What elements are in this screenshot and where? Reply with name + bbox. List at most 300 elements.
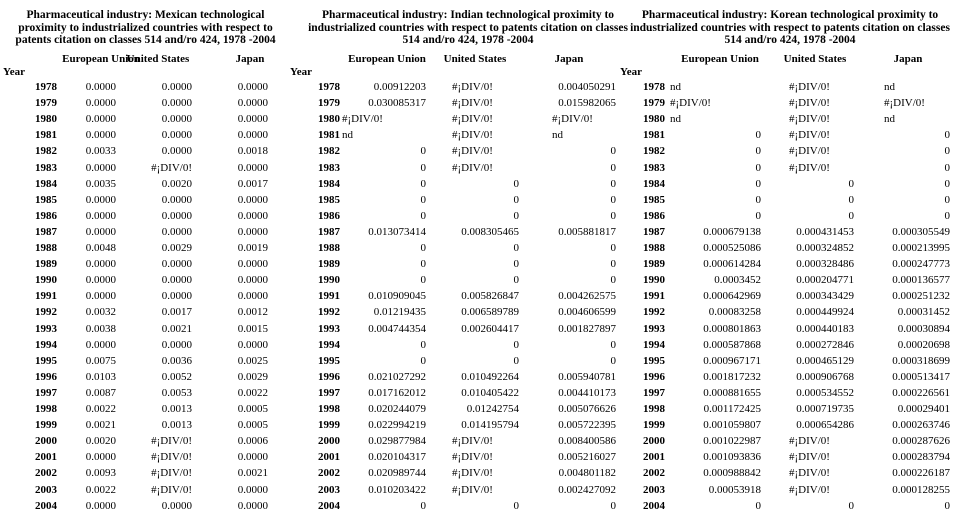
us-value-cell: #¡DIV/0! bbox=[452, 451, 493, 464]
eu-value-cell: 0 bbox=[420, 242, 426, 254]
eu-value-cell: 0.0032 bbox=[85, 306, 116, 319]
us-value-cell: 0.000449924 bbox=[796, 306, 854, 319]
us-value-cell: #¡DIV/0! bbox=[789, 81, 830, 93]
eu-value-cell: 0.0000 bbox=[85, 274, 116, 287]
year-cell: 1991 bbox=[643, 290, 665, 303]
japan-value-cell: nd bbox=[884, 113, 895, 126]
eu-value-cell: 0.0020 bbox=[85, 435, 116, 448]
year-cell: 1986 bbox=[318, 209, 340, 222]
japan-value-cell: 0.0000 bbox=[237, 209, 268, 222]
eu-value-cell: 0.0075 bbox=[85, 354, 116, 367]
japan-value-cell: 0 bbox=[944, 129, 950, 142]
year-cell: 1984 bbox=[643, 177, 665, 190]
eu-value-cell: 0 bbox=[755, 161, 761, 174]
year-cell: 1995 bbox=[318, 354, 340, 367]
india-row-1985 bbox=[288, 192, 623, 208]
us-value-cell: 0.010405422 bbox=[461, 386, 519, 399]
us-value-cell: 0.000328486 bbox=[796, 258, 854, 271]
korea-row-1981 bbox=[618, 127, 958, 143]
japan-value-cell: 0.000213995 bbox=[892, 242, 950, 254]
us-value-cell: #¡DIV/0! bbox=[151, 483, 192, 496]
eu-value-cell: 0.000801863 bbox=[703, 322, 761, 335]
eu-value-cell: 0 bbox=[420, 499, 426, 512]
japan-value-cell: 0 bbox=[610, 499, 616, 512]
us-value-cell: #¡DIV/0! bbox=[789, 435, 830, 448]
japan-value-cell: 0 bbox=[610, 161, 616, 174]
india-row-1984 bbox=[288, 176, 623, 192]
eu-value-cell: 0.001059807 bbox=[703, 419, 761, 432]
us-value-cell: 0.0000 bbox=[161, 209, 192, 222]
year-cell: 1989 bbox=[35, 258, 57, 271]
mexico-row-1993 bbox=[0, 321, 290, 337]
mexico-row-1980 bbox=[0, 111, 290, 127]
year-cell: 1983 bbox=[643, 161, 665, 174]
year-cell: 2001 bbox=[318, 451, 340, 464]
year-cell: 1998 bbox=[318, 403, 340, 415]
japan-value-cell: 0 bbox=[610, 177, 616, 190]
eu-value-cell: 0.0000 bbox=[85, 338, 116, 351]
india-row-1993 bbox=[288, 321, 623, 337]
year-cell: 2004 bbox=[643, 499, 665, 512]
us-value-cell: 0.0021 bbox=[161, 322, 192, 335]
us-value-cell: #¡DIV/0! bbox=[452, 435, 493, 448]
eu-value-cell: 0.0000 bbox=[85, 258, 116, 271]
mexico-row-1988 bbox=[0, 240, 290, 256]
eu-value-cell: 0 bbox=[755, 145, 761, 158]
eu-value-cell: 0.000679138 bbox=[703, 225, 761, 238]
india-row-1991 bbox=[288, 288, 623, 304]
india-row-1989 bbox=[288, 256, 623, 272]
japan-value-cell: 0 bbox=[944, 209, 950, 222]
year-cell: 1987 bbox=[318, 225, 340, 238]
korea-row-1985 bbox=[618, 192, 958, 208]
japan-value-cell: #¡DIV/0! bbox=[884, 97, 925, 110]
japan-value-cell: 0.0000 bbox=[237, 274, 268, 287]
eu-value-cell: 0.0000 bbox=[85, 81, 116, 93]
eu-value-cell: 0.0033 bbox=[85, 145, 116, 158]
us-value-cell: #¡DIV/0! bbox=[789, 129, 830, 142]
year-cell: 1996 bbox=[318, 370, 340, 383]
mexico-row-1990 bbox=[0, 272, 290, 288]
year-cell: 2003 bbox=[35, 483, 57, 496]
eu-value-cell: 0.0022 bbox=[85, 403, 116, 415]
eu-value-cell: nd bbox=[342, 129, 353, 142]
india-row-1986 bbox=[288, 208, 623, 224]
korea-row-1991 bbox=[618, 288, 958, 304]
japan-value-cell: 0.0017 bbox=[237, 177, 268, 190]
japan-value-cell: 0.000247773 bbox=[892, 258, 950, 271]
us-value-cell: #¡DIV/0! bbox=[151, 435, 192, 448]
japan-value-cell: 0.0029 bbox=[237, 370, 268, 383]
japan-value-cell: 0.001827897 bbox=[558, 322, 616, 335]
year-cell: 1991 bbox=[318, 290, 340, 303]
year-cell: 1996 bbox=[35, 370, 57, 383]
eu-value-cell: 0 bbox=[420, 258, 426, 271]
japan-value-cell: 0.0006 bbox=[237, 435, 268, 448]
india-row-1997 bbox=[288, 385, 623, 401]
year-cell: 1993 bbox=[318, 322, 340, 335]
japan-value-cell: 0.0000 bbox=[237, 113, 268, 126]
korea-year-label: Year bbox=[620, 66, 642, 78]
japan-value-cell: 0.015982065 bbox=[558, 97, 616, 110]
japan-value-cell: 0.0019 bbox=[237, 242, 268, 254]
india-row-2001 bbox=[288, 449, 623, 465]
year-cell: 1984 bbox=[318, 177, 340, 190]
eu-value-cell: 0.010203422 bbox=[368, 483, 426, 496]
mexico-row-1987 bbox=[0, 224, 290, 240]
mexico-row-1979 bbox=[0, 95, 290, 111]
us-value-cell: 0.000204771 bbox=[796, 274, 854, 287]
year-cell: 1980 bbox=[35, 113, 57, 126]
mexico-row-1996 bbox=[0, 369, 290, 385]
eu-value-cell: 0.0000 bbox=[85, 499, 116, 512]
japan-value-cell: 0 bbox=[610, 338, 616, 351]
us-value-cell: 0.000534552 bbox=[796, 386, 854, 399]
year-cell: 2002 bbox=[35, 467, 57, 480]
us-value-cell: 0 bbox=[513, 209, 519, 222]
year-cell: 2003 bbox=[318, 483, 340, 496]
year-cell: 1979 bbox=[35, 97, 57, 110]
india-row-1980 bbox=[288, 111, 623, 127]
india-title: Pharmaceutical industry: Indian technological proximity to industrialized countries with respect to patents citation on classes 514 and/ro 424, 1978 -2004 bbox=[308, 9, 628, 47]
year-cell: 1981 bbox=[35, 129, 57, 142]
japan-value-cell: 0.000283794 bbox=[892, 451, 950, 464]
india-row-1999 bbox=[288, 417, 623, 433]
us-value-cell: 0 bbox=[513, 258, 519, 271]
eu-value-cell: 0.00053918 bbox=[708, 483, 761, 496]
year-cell: 1993 bbox=[35, 322, 57, 335]
korea-col-japan: Japan bbox=[893, 53, 923, 65]
eu-value-cell: 0.000587868 bbox=[703, 338, 761, 351]
eu-value-cell: 0.0000 bbox=[85, 209, 116, 222]
japan-value-cell: 0.0000 bbox=[237, 451, 268, 464]
india-row-1987 bbox=[288, 224, 623, 240]
korea-row-1988 bbox=[618, 240, 958, 256]
japan-value-cell: 0.000305549 bbox=[892, 225, 950, 238]
us-value-cell: #¡DIV/0! bbox=[452, 113, 493, 126]
year-cell: 1985 bbox=[318, 193, 340, 206]
mexico-row-2002 bbox=[0, 465, 290, 481]
india-row-1988 bbox=[288, 240, 623, 256]
mexico-row-1982 bbox=[0, 143, 290, 159]
japan-value-cell: 0.000263746 bbox=[892, 419, 950, 432]
mexico-row-1995 bbox=[0, 353, 290, 369]
mexico-row-1997 bbox=[0, 385, 290, 401]
eu-value-cell: 0.001817232 bbox=[703, 370, 761, 383]
eu-value-cell: 0.000642969 bbox=[703, 290, 761, 303]
india-row-1982 bbox=[288, 143, 623, 159]
japan-value-cell: 0 bbox=[610, 145, 616, 158]
eu-value-cell: 0.029877984 bbox=[368, 435, 426, 448]
india-row-1992 bbox=[288, 304, 623, 320]
japan-value-cell: 0.0025 bbox=[237, 354, 268, 367]
india-row-2004 bbox=[288, 498, 623, 514]
japan-value-cell: 0.0000 bbox=[237, 338, 268, 351]
year-cell: 2002 bbox=[318, 467, 340, 480]
mexico-row-2003 bbox=[0, 482, 290, 498]
eu-value-cell: 0.017162012 bbox=[368, 386, 426, 399]
eu-value-cell: 0.0000 bbox=[85, 225, 116, 238]
year-cell: 1999 bbox=[35, 419, 57, 432]
eu-value-cell: 0.013073414 bbox=[368, 225, 426, 238]
korea-row-2001 bbox=[618, 449, 958, 465]
mexico-row-1981 bbox=[0, 127, 290, 143]
us-value-cell: 0 bbox=[513, 499, 519, 512]
us-value-cell: 0.0000 bbox=[161, 81, 192, 93]
japan-value-cell: 0.000251232 bbox=[892, 290, 950, 303]
eu-value-cell: 0.00083258 bbox=[708, 306, 761, 319]
year-cell: 1982 bbox=[35, 145, 57, 158]
japan-value-cell: 0.000226561 bbox=[892, 386, 950, 399]
india-row-1994 bbox=[288, 337, 623, 353]
year-cell: 1994 bbox=[643, 338, 665, 351]
india-row-1998 bbox=[288, 401, 623, 417]
india-row-2003 bbox=[288, 482, 623, 498]
year-cell: 1999 bbox=[318, 419, 340, 432]
japan-value-cell: 0.000513417 bbox=[892, 370, 950, 383]
korea-title: Pharmaceutical industry: Korean technological proximity to industrialized countries with respect to patents citation on classes 514 and/ro 424, 1978 -2004 bbox=[630, 9, 950, 47]
japan-value-cell: 0.0012 bbox=[237, 306, 268, 319]
eu-value-cell: 0.000614284 bbox=[703, 258, 761, 271]
japan-value-cell: 0.0000 bbox=[237, 193, 268, 206]
korea-col-us: United States bbox=[783, 53, 847, 65]
korea-row-1994 bbox=[618, 337, 958, 353]
eu-value-cell: 0.0093 bbox=[85, 467, 116, 480]
japan-value-cell: 0.0022 bbox=[237, 386, 268, 399]
us-value-cell: 0.0000 bbox=[161, 225, 192, 238]
japan-value-cell: 0 bbox=[944, 161, 950, 174]
us-value-cell: 0.010492264 bbox=[461, 370, 519, 383]
year-cell: 1982 bbox=[318, 145, 340, 158]
mexico-row-1994 bbox=[0, 337, 290, 353]
us-value-cell: 0.01242754 bbox=[466, 403, 519, 415]
korea-row-1993 bbox=[618, 321, 958, 337]
eu-value-cell: 0.022994219 bbox=[368, 419, 426, 432]
india-panel bbox=[288, 0, 628, 517]
eu-value-cell: nd bbox=[670, 113, 681, 126]
us-value-cell: 0 bbox=[513, 354, 519, 367]
korea-row-1989 bbox=[618, 256, 958, 272]
us-value-cell: 0.0013 bbox=[161, 419, 192, 432]
year-cell: 2001 bbox=[643, 451, 665, 464]
us-value-cell: 0 bbox=[513, 193, 519, 206]
india-row-1979 bbox=[288, 95, 623, 111]
us-value-cell: #¡DIV/0! bbox=[789, 145, 830, 158]
eu-value-cell: 0.020104317 bbox=[368, 451, 426, 464]
year-cell: 2000 bbox=[35, 435, 57, 448]
us-value-cell: 0.006589789 bbox=[461, 306, 519, 319]
japan-value-cell: 0.005216027 bbox=[558, 451, 616, 464]
india-col-eu: European Union bbox=[348, 53, 426, 65]
korea-row-1984 bbox=[618, 176, 958, 192]
us-value-cell: 0.002604417 bbox=[461, 322, 519, 335]
japan-value-cell: 0.005722395 bbox=[558, 419, 616, 432]
eu-value-cell: 0.001022987 bbox=[703, 435, 761, 448]
us-value-cell: 0 bbox=[513, 242, 519, 254]
year-cell: 1989 bbox=[643, 258, 665, 271]
us-value-cell: #¡DIV/0! bbox=[789, 467, 830, 480]
mexico-panel bbox=[0, 0, 290, 517]
japan-value-cell: 0.000226187 bbox=[892, 467, 950, 480]
japan-value-cell: nd bbox=[552, 129, 563, 142]
us-value-cell: #¡DIV/0! bbox=[452, 467, 493, 480]
japan-value-cell: 0.005881817 bbox=[558, 225, 616, 238]
mexico-row-2004 bbox=[0, 498, 290, 514]
us-value-cell: 0 bbox=[513, 177, 519, 190]
year-cell: 1995 bbox=[35, 354, 57, 367]
us-value-cell: 0 bbox=[513, 338, 519, 351]
japan-value-cell: 0.004410173 bbox=[558, 386, 616, 399]
japan-value-cell: 0.0000 bbox=[237, 258, 268, 271]
korea-row-1979 bbox=[618, 95, 958, 111]
year-cell: 1980 bbox=[318, 113, 340, 126]
india-row-1996 bbox=[288, 369, 623, 385]
japan-value-cell: 0.0005 bbox=[237, 403, 268, 415]
year-cell: 1999 bbox=[643, 419, 665, 432]
us-value-cell: 0.000654286 bbox=[796, 419, 854, 432]
mexico-year-label: Year bbox=[3, 66, 25, 78]
japan-value-cell: 0 bbox=[944, 193, 950, 206]
eu-value-cell: 0 bbox=[420, 209, 426, 222]
eu-value-cell: 0 bbox=[420, 177, 426, 190]
year-cell: 1988 bbox=[643, 242, 665, 254]
us-value-cell: 0.000906768 bbox=[796, 370, 854, 383]
korea-row-1995 bbox=[618, 353, 958, 369]
eu-value-cell: 0 bbox=[755, 129, 761, 142]
mexico-row-1978 bbox=[0, 79, 290, 95]
year-cell: 1991 bbox=[35, 290, 57, 303]
india-row-1990 bbox=[288, 272, 623, 288]
japan-value-cell: 0.000136577 bbox=[892, 274, 950, 287]
korea-panel bbox=[618, 0, 958, 517]
year-cell: 1978 bbox=[35, 81, 57, 93]
us-value-cell: 0.0000 bbox=[161, 338, 192, 351]
korea-row-1997 bbox=[618, 385, 958, 401]
eu-value-cell: 0.000881655 bbox=[703, 386, 761, 399]
eu-value-cell: 0.0003452 bbox=[714, 274, 761, 287]
us-value-cell: 0.0000 bbox=[161, 145, 192, 158]
year-cell: 1979 bbox=[643, 97, 665, 110]
us-value-cell: 0.000431453 bbox=[796, 225, 854, 238]
india-row-1995 bbox=[288, 353, 623, 369]
mexico-title: Pharmaceutical industry: Mexican technological proximity to industrialized countries with respect to patents citation on classes 514 and/ro 424, 1978 -2004 bbox=[15, 9, 276, 47]
year-cell: 1985 bbox=[35, 193, 57, 206]
year-cell: 1997 bbox=[643, 386, 665, 399]
year-cell: 1984 bbox=[35, 177, 57, 190]
eu-value-cell: 0.0000 bbox=[85, 97, 116, 110]
us-value-cell: #¡DIV/0! bbox=[452, 129, 493, 142]
year-cell: 1983 bbox=[35, 161, 57, 174]
us-value-cell: #¡DIV/0! bbox=[789, 451, 830, 464]
japan-value-cell: 0 bbox=[610, 258, 616, 271]
japan-value-cell: 0.0018 bbox=[237, 145, 268, 158]
india-row-2000 bbox=[288, 433, 623, 449]
eu-value-cell: 0.0000 bbox=[85, 161, 116, 174]
korea-row-2004 bbox=[618, 498, 958, 514]
year-cell: 1985 bbox=[643, 193, 665, 206]
japan-value-cell: 0 bbox=[610, 274, 616, 287]
india-row-1981 bbox=[288, 127, 623, 143]
eu-value-cell: 0.0000 bbox=[85, 129, 116, 142]
mexico-row-1983 bbox=[0, 160, 290, 176]
eu-value-cell: 0.0038 bbox=[85, 322, 116, 335]
year-cell: 1978 bbox=[318, 81, 340, 93]
korea-row-1999 bbox=[618, 417, 958, 433]
us-value-cell: 0.0000 bbox=[161, 290, 192, 303]
year-cell: 1996 bbox=[643, 370, 665, 383]
year-cell: 1983 bbox=[318, 161, 340, 174]
japan-value-cell: 0.004801182 bbox=[558, 467, 616, 480]
us-value-cell: 0.0013 bbox=[161, 403, 192, 415]
year-cell: 1992 bbox=[643, 306, 665, 319]
eu-value-cell: 0.001093836 bbox=[703, 451, 761, 464]
korea-row-1998 bbox=[618, 401, 958, 417]
eu-value-cell: #¡DIV/0! bbox=[670, 97, 711, 110]
year-cell: 2004 bbox=[318, 499, 340, 512]
eu-value-cell: 0.00912203 bbox=[373, 81, 426, 93]
mexico-row-1992 bbox=[0, 304, 290, 320]
korea-row-1986 bbox=[618, 208, 958, 224]
mexico-row-1999 bbox=[0, 417, 290, 433]
year-cell: 1988 bbox=[35, 242, 57, 254]
year-cell: 1995 bbox=[643, 354, 665, 367]
india-col-us: United States bbox=[443, 53, 507, 65]
us-value-cell: 0.0000 bbox=[161, 113, 192, 126]
us-value-cell: #¡DIV/0! bbox=[789, 161, 830, 174]
year-cell: 1979 bbox=[318, 97, 340, 110]
year-cell: 1981 bbox=[643, 129, 665, 142]
japan-value-cell: 0.00029401 bbox=[897, 403, 950, 415]
eu-value-cell: 0 bbox=[420, 274, 426, 287]
korea-row-1996 bbox=[618, 369, 958, 385]
us-value-cell: 0.014195794 bbox=[461, 419, 519, 432]
mexico-row-1985 bbox=[0, 192, 290, 208]
year-cell: 1978 bbox=[643, 81, 665, 93]
us-value-cell: 0.005826847 bbox=[461, 290, 519, 303]
eu-value-cell: 0.020244079 bbox=[368, 403, 426, 415]
eu-value-cell: 0 bbox=[755, 209, 761, 222]
japan-value-cell: 0.0000 bbox=[237, 161, 268, 174]
japan-value-cell: 0.0000 bbox=[237, 483, 268, 496]
eu-value-cell: 0.0000 bbox=[85, 113, 116, 126]
korea-row-1980 bbox=[618, 111, 958, 127]
year-cell: 2004 bbox=[35, 499, 57, 512]
japan-value-cell: 0.000287626 bbox=[892, 435, 950, 448]
us-value-cell: 0 bbox=[848, 499, 854, 512]
eu-value-cell: 0 bbox=[420, 193, 426, 206]
mexico-row-1986 bbox=[0, 208, 290, 224]
us-value-cell: #¡DIV/0! bbox=[452, 161, 493, 174]
eu-value-cell: 0 bbox=[420, 354, 426, 367]
japan-value-cell: 0 bbox=[944, 145, 950, 158]
japan-value-cell: 0.0015 bbox=[237, 322, 268, 335]
eu-value-cell: 0.0022 bbox=[85, 483, 116, 496]
japan-value-cell: 0.0021 bbox=[237, 467, 268, 480]
year-cell: 1994 bbox=[318, 338, 340, 351]
us-value-cell: #¡DIV/0! bbox=[452, 81, 493, 93]
mexico-row-1984 bbox=[0, 176, 290, 192]
us-value-cell: 0.0052 bbox=[161, 370, 192, 383]
us-value-cell: 0.000440183 bbox=[796, 322, 854, 335]
year-cell: 1992 bbox=[318, 306, 340, 319]
japan-value-cell: 0.004050291 bbox=[558, 81, 616, 93]
year-cell: 1998 bbox=[35, 403, 57, 415]
year-cell: 1988 bbox=[318, 242, 340, 254]
us-value-cell: 0.000343429 bbox=[796, 290, 854, 303]
us-value-cell: #¡DIV/0! bbox=[452, 483, 493, 496]
japan-value-cell: 0.002427092 bbox=[558, 483, 616, 496]
year-cell: 1990 bbox=[643, 274, 665, 287]
